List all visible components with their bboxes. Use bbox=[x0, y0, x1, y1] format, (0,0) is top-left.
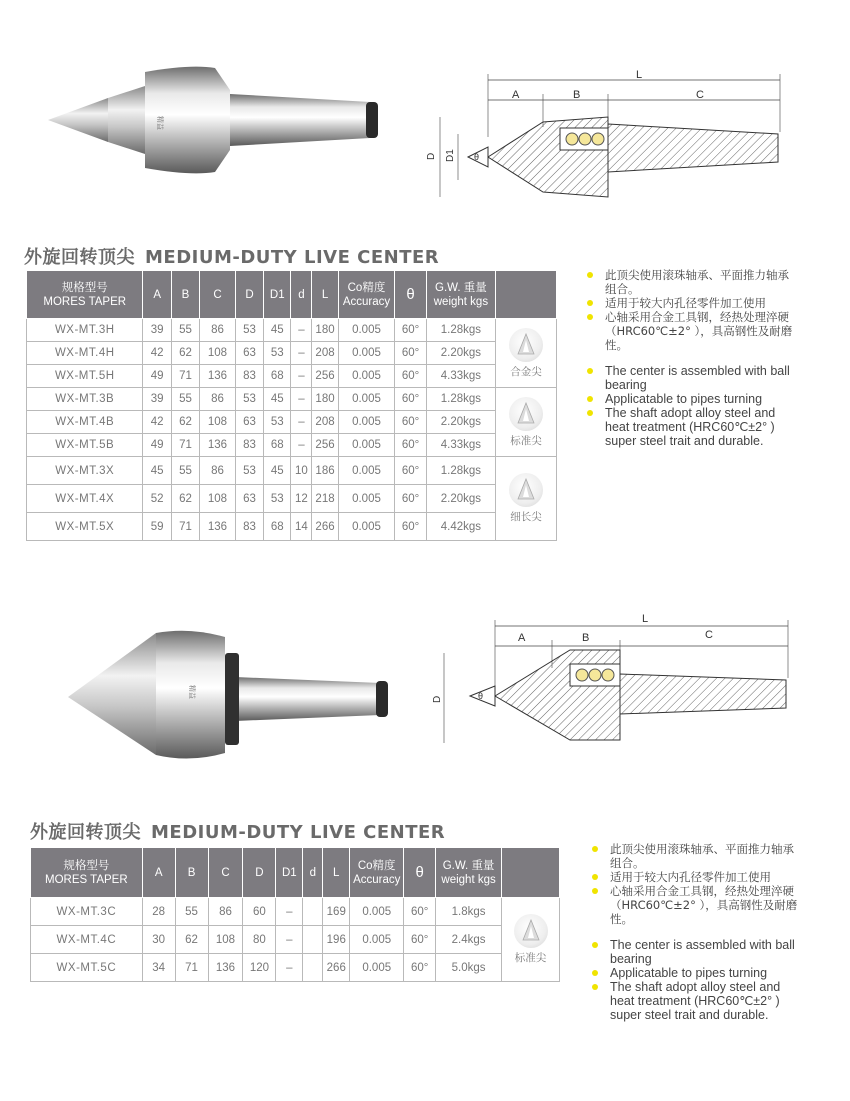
note-cn-2-1 bbox=[588, 842, 798, 870]
table-row bbox=[27, 365, 557, 388]
header-tip bbox=[502, 848, 560, 898]
cell-a: 28 bbox=[142, 898, 175, 926]
tip-icon bbox=[514, 914, 548, 948]
note-text: Applicatable to pipes turning bbox=[610, 966, 768, 980]
cell-d1: 68 bbox=[264, 513, 291, 541]
header-L: L bbox=[312, 271, 338, 319]
header-weight-cn: G.W. 重量 bbox=[435, 281, 487, 294]
note-cn-2-2 bbox=[588, 870, 798, 884]
cell-acc: 0.005 bbox=[338, 319, 395, 342]
header-model-en: MORES TAPER bbox=[45, 873, 128, 886]
cell-b: 62 bbox=[171, 342, 199, 365]
cell-acc: 0.005 bbox=[338, 457, 395, 485]
cell-d1: 45 bbox=[264, 319, 291, 342]
note-text: The center is assembled with ball bearing bbox=[605, 364, 790, 392]
bullet-icon bbox=[587, 272, 593, 278]
cell-b: 62 bbox=[175, 926, 208, 954]
header-model bbox=[31, 848, 143, 898]
header-accuracy bbox=[338, 271, 395, 319]
bullet-icon bbox=[587, 300, 593, 306]
cell-gw: 1.28kgs bbox=[426, 388, 495, 411]
cell-d: – bbox=[291, 342, 312, 365]
cell-l: 169 bbox=[323, 898, 350, 926]
cell-model: WX-MT.5X bbox=[27, 513, 143, 541]
cell-acc: 0.005 bbox=[350, 898, 404, 926]
header-D: D bbox=[235, 271, 263, 319]
cell-model: WX-MT.4B bbox=[27, 411, 143, 434]
cell-model: WX-MT.3B bbox=[27, 388, 143, 411]
cell-model: WX-MT.4X bbox=[27, 485, 143, 513]
cell-l: 196 bbox=[323, 926, 350, 954]
header-D1: D1 bbox=[276, 848, 303, 898]
dim-D-1: D bbox=[426, 152, 437, 160]
dim-A-2: A bbox=[518, 632, 526, 644]
cell-theta: 60° bbox=[395, 457, 426, 485]
technical-drawing-1 bbox=[428, 62, 788, 212]
live-center-photo-2 bbox=[60, 625, 400, 765]
cell-d: 83 bbox=[235, 365, 263, 388]
cell-d1: – bbox=[276, 898, 303, 926]
table-row bbox=[27, 388, 557, 411]
cell-c: 108 bbox=[200, 411, 236, 434]
cell-acc: 0.005 bbox=[350, 954, 404, 982]
section-title-1 bbox=[24, 243, 439, 269]
bullet-icon bbox=[592, 984, 598, 990]
header-accuracy-en: Accuracy bbox=[353, 873, 401, 886]
cell-model: WX-MT.4H bbox=[27, 342, 143, 365]
cell-c: 86 bbox=[200, 457, 236, 485]
cell-c: 108 bbox=[200, 485, 236, 513]
dim-D1-1: D1 bbox=[445, 149, 456, 162]
dim-D-2: D bbox=[432, 695, 443, 703]
header-B: B bbox=[171, 271, 199, 319]
cell-acc: 0.005 bbox=[338, 434, 395, 457]
cell-d bbox=[303, 926, 323, 954]
cell-d1: 45 bbox=[264, 457, 291, 485]
note-text: 此顶尖使用滚珠轴承、平面推力轴承组合。 bbox=[605, 268, 789, 296]
cell-acc: 0.005 bbox=[350, 926, 404, 954]
section-title-en-1: MEDIUM-DUTY LIVE CENTER bbox=[145, 247, 440, 268]
cell-theta: 60° bbox=[395, 411, 426, 434]
dim-C-2: C bbox=[705, 629, 713, 641]
note-en-1-1 bbox=[583, 364, 793, 392]
cell-d: 53 bbox=[235, 388, 263, 411]
table-row bbox=[27, 513, 557, 541]
header-d: d bbox=[303, 848, 323, 898]
cell-model: WX-MT.5B bbox=[27, 434, 143, 457]
cell-d: 63 bbox=[235, 485, 263, 513]
cell-d: – bbox=[291, 434, 312, 457]
cell-d: 80 bbox=[243, 926, 276, 954]
note-text: 适用于较大内孔径零件加工使用 bbox=[610, 870, 771, 884]
cell-a: 49 bbox=[143, 434, 171, 457]
cell-model: WX-MT.5H bbox=[27, 365, 143, 388]
bullet-icon bbox=[592, 874, 598, 880]
note-en-2-3 bbox=[588, 980, 798, 1022]
cell-l: 208 bbox=[312, 411, 338, 434]
cell-l: 266 bbox=[312, 513, 338, 541]
cell-d: – bbox=[291, 319, 312, 342]
cell-d: 53 bbox=[235, 457, 263, 485]
cell-gw: 2.20kgs bbox=[426, 342, 495, 365]
table-row bbox=[31, 926, 560, 954]
cell-l: 266 bbox=[323, 954, 350, 982]
cell-a: 45 bbox=[143, 457, 171, 485]
header-weight-cn: G.W. 重量 bbox=[442, 859, 495, 872]
cell-l: 256 bbox=[312, 365, 338, 388]
cell-b: 62 bbox=[171, 411, 199, 434]
product-photo-1 bbox=[40, 60, 390, 180]
note-en-1-3 bbox=[583, 406, 793, 448]
table-row bbox=[27, 434, 557, 457]
bullet-icon bbox=[592, 888, 598, 894]
cell-d: 63 bbox=[235, 342, 263, 365]
cell-a: 59 bbox=[143, 513, 171, 541]
cell-model: WX-MT.3X bbox=[27, 457, 143, 485]
brand-mark-2: 精益 bbox=[188, 685, 196, 699]
header-model bbox=[27, 271, 143, 319]
drawing-svg-2 bbox=[430, 608, 795, 758]
header-weight bbox=[426, 271, 495, 319]
cell-a: 39 bbox=[143, 388, 171, 411]
cell-d: 14 bbox=[291, 513, 312, 541]
cell-d: – bbox=[291, 411, 312, 434]
tip-type-cell bbox=[496, 457, 557, 541]
cell-a: 42 bbox=[143, 342, 171, 365]
cell-c: 86 bbox=[200, 388, 236, 411]
note-text: 心轴采用合金工具钢，经热处理淬硬（HRC60℃±2° ），具高钢性及耐磨性。 bbox=[605, 310, 793, 352]
cell-theta: 60° bbox=[395, 485, 426, 513]
header-accuracy bbox=[350, 848, 404, 898]
tip-icon bbox=[509, 328, 543, 362]
section-title-cn-1: 外旋回转顶尖 bbox=[24, 247, 135, 268]
cell-c: 86 bbox=[208, 898, 243, 926]
cell-b: 55 bbox=[171, 388, 199, 411]
tip-label: 标准尖 bbox=[514, 952, 547, 964]
table-row bbox=[27, 342, 557, 365]
header-theta: θ bbox=[395, 271, 426, 319]
tip-label: 标准尖 bbox=[510, 434, 542, 447]
cell-acc: 0.005 bbox=[338, 365, 395, 388]
note-cn-1-3 bbox=[583, 310, 793, 352]
cell-a: 49 bbox=[143, 365, 171, 388]
note-text: 此顶尖使用滚珠轴承、平面推力轴承组合。 bbox=[610, 842, 794, 870]
cell-gw: 2.20kgs bbox=[426, 485, 495, 513]
dim-L-2: L bbox=[642, 613, 649, 625]
note-cn-2-3 bbox=[588, 884, 798, 926]
bullet-icon bbox=[592, 942, 598, 948]
cell-model: WX-MT.3H bbox=[27, 319, 143, 342]
dim-L-1: L bbox=[636, 69, 643, 81]
header-D1: D1 bbox=[264, 271, 291, 319]
header-C: C bbox=[200, 271, 236, 319]
table-row bbox=[27, 457, 557, 485]
cell-l: 208 bbox=[312, 342, 338, 365]
cell-gw: 4.42kgs bbox=[426, 513, 495, 541]
note-en-2-1 bbox=[588, 938, 798, 966]
cell-theta: 60° bbox=[404, 926, 436, 954]
cell-l: 186 bbox=[312, 457, 338, 485]
cell-theta: 60° bbox=[395, 513, 426, 541]
drawing-svg-1 bbox=[428, 62, 788, 212]
tip-type-cell bbox=[496, 388, 557, 457]
note-text: 心轴采用合金工具钢，经热处理淬硬（HRC60℃±2° ），具高钢性及耐磨性。 bbox=[610, 884, 798, 926]
cell-b: 71 bbox=[171, 434, 199, 457]
cell-d: 83 bbox=[235, 513, 263, 541]
dim-B-1: B bbox=[573, 89, 581, 101]
cell-d: 83 bbox=[235, 434, 263, 457]
cell-gw: 1.8kgs bbox=[436, 898, 502, 926]
table-row bbox=[27, 319, 557, 342]
cell-b: 62 bbox=[171, 485, 199, 513]
table-row bbox=[31, 898, 560, 926]
cell-theta: 60° bbox=[395, 319, 426, 342]
bullet-icon bbox=[587, 368, 593, 374]
note-text: The center is assembled with ball bearing bbox=[610, 938, 795, 966]
header-model-en: MORES TAPER bbox=[43, 295, 127, 308]
cell-d: – bbox=[291, 388, 312, 411]
cell-c: 108 bbox=[200, 342, 236, 365]
header-weight bbox=[436, 848, 502, 898]
header-L: L bbox=[323, 848, 350, 898]
cell-c: 108 bbox=[208, 926, 243, 954]
cell-a: 39 bbox=[143, 319, 171, 342]
cell-gw: 2.4kgs bbox=[436, 926, 502, 954]
cell-acc: 0.005 bbox=[338, 485, 395, 513]
cell-l: 256 bbox=[312, 434, 338, 457]
cell-d bbox=[303, 954, 323, 982]
cell-a: 52 bbox=[143, 485, 171, 513]
header-weight-en: weight kgs bbox=[441, 873, 496, 886]
note-cn-1-2 bbox=[583, 296, 793, 310]
section-title-en-2: MEDIUM-DUTY LIVE CENTER bbox=[151, 822, 446, 843]
tip-label: 细长尖 bbox=[510, 511, 542, 523]
bullet-icon bbox=[587, 314, 593, 320]
cell-theta: 60° bbox=[395, 388, 426, 411]
note-cn-1-1 bbox=[583, 268, 793, 296]
header-theta: θ bbox=[404, 848, 436, 898]
header-D: D bbox=[243, 848, 276, 898]
dim-B-2: B bbox=[582, 632, 590, 644]
cell-theta: 60° bbox=[404, 898, 436, 926]
technical-drawing-2 bbox=[430, 608, 795, 758]
note-text: The shaft adopt alloy steel and heat treatment (HRC60℃±2° ) super steel trait and durable. bbox=[605, 406, 776, 448]
header-weight-en: weight kgs bbox=[433, 295, 489, 308]
note-en-1-2 bbox=[583, 392, 793, 406]
cell-c: 136 bbox=[200, 434, 236, 457]
header-accuracy-cn: Co精度 bbox=[347, 281, 386, 294]
notes-1 bbox=[583, 268, 793, 448]
bullet-icon bbox=[592, 970, 598, 976]
tip-icon bbox=[509, 473, 543, 507]
cell-b: 55 bbox=[171, 319, 199, 342]
dim-theta-2: θ bbox=[478, 691, 484, 701]
cell-b: 55 bbox=[171, 457, 199, 485]
note-en-2-2 bbox=[588, 966, 798, 980]
dim-C-1: C bbox=[696, 89, 704, 101]
cell-c: 136 bbox=[208, 954, 243, 982]
cell-c: 86 bbox=[200, 319, 236, 342]
cell-l: 180 bbox=[312, 388, 338, 411]
cell-d1: 53 bbox=[264, 342, 291, 365]
cell-a: 34 bbox=[142, 954, 175, 982]
cell-d: 53 bbox=[235, 319, 263, 342]
cell-acc: 0.005 bbox=[338, 513, 395, 541]
cell-model: WX-MT.5C bbox=[31, 954, 143, 982]
cell-b: 71 bbox=[171, 365, 199, 388]
spec-table-2 bbox=[30, 847, 560, 982]
cell-d1: 68 bbox=[264, 434, 291, 457]
cell-d1: 45 bbox=[264, 388, 291, 411]
tip-type-cell bbox=[496, 319, 557, 388]
header-accuracy-en: Accuracy bbox=[342, 295, 391, 308]
tip-label: 合金尖 bbox=[510, 365, 542, 378]
cell-d: 10 bbox=[291, 457, 312, 485]
bullet-icon bbox=[587, 396, 593, 402]
bullet-icon bbox=[592, 846, 598, 852]
cell-gw: 4.33kgs bbox=[426, 365, 495, 388]
note-text: Applicatable to pipes turning bbox=[605, 392, 763, 406]
cell-acc: 0.005 bbox=[338, 388, 395, 411]
header-A: A bbox=[142, 848, 175, 898]
cell-gw: 5.0kgs bbox=[436, 954, 502, 982]
product-photo-2 bbox=[60, 625, 400, 765]
cell-d: 63 bbox=[235, 411, 263, 434]
table-row bbox=[31, 954, 560, 982]
cell-b: 71 bbox=[171, 513, 199, 541]
dim-A-1: A bbox=[512, 89, 520, 101]
cell-d: 120 bbox=[243, 954, 276, 982]
cell-model: WX-MT.3C bbox=[31, 898, 143, 926]
cell-d: 60 bbox=[243, 898, 276, 926]
table-row bbox=[27, 485, 557, 513]
header-tip bbox=[496, 271, 557, 319]
cell-gw: 2.20kgs bbox=[426, 411, 495, 434]
cell-acc: 0.005 bbox=[338, 411, 395, 434]
header-model-cn: 规格型号 bbox=[63, 859, 110, 872]
header-model-cn: 规格型号 bbox=[61, 281, 108, 294]
cell-theta: 60° bbox=[395, 434, 426, 457]
cell-a: 42 bbox=[143, 411, 171, 434]
tip-type-cell bbox=[502, 898, 560, 982]
live-center-photo-1 bbox=[40, 60, 390, 180]
dim-theta-1: θ bbox=[474, 152, 480, 162]
bullet-icon bbox=[587, 410, 593, 416]
cell-d1: – bbox=[276, 954, 303, 982]
cell-b: 55 bbox=[175, 898, 208, 926]
cell-gw: 4.33kgs bbox=[426, 434, 495, 457]
cell-gw: 1.28kgs bbox=[426, 457, 495, 485]
spec-table-1 bbox=[26, 270, 557, 541]
header-accuracy-cn: Co精度 bbox=[357, 859, 396, 872]
brand-mark-1: 精益 bbox=[156, 116, 164, 130]
tip-icon bbox=[509, 397, 543, 431]
notes-2 bbox=[588, 842, 798, 1022]
cell-d: 12 bbox=[291, 485, 312, 513]
note-text: 适用于较大内孔径零件加工使用 bbox=[605, 296, 766, 310]
cell-d bbox=[303, 898, 323, 926]
section-title-2 bbox=[30, 818, 445, 844]
table-row bbox=[27, 411, 557, 434]
header-B: B bbox=[175, 848, 208, 898]
cell-model: WX-MT.4C bbox=[31, 926, 143, 954]
cell-theta: 60° bbox=[395, 342, 426, 365]
header-d: d bbox=[291, 271, 312, 319]
section-title-cn-2: 外旋回转顶尖 bbox=[30, 822, 141, 843]
note-text: The shaft adopt alloy steel and heat treatment (HRC60℃±2° ) super steel trait and durable. bbox=[610, 980, 781, 1022]
header-C: C bbox=[208, 848, 243, 898]
cell-d: – bbox=[291, 365, 312, 388]
cell-theta: 60° bbox=[395, 365, 426, 388]
header-A: A bbox=[143, 271, 171, 319]
cell-d1: 53 bbox=[264, 411, 291, 434]
cell-d1: – bbox=[276, 926, 303, 954]
cell-theta: 60° bbox=[404, 954, 436, 982]
cell-c: 136 bbox=[200, 513, 236, 541]
cell-a: 30 bbox=[142, 926, 175, 954]
cell-b: 71 bbox=[175, 954, 208, 982]
cell-l: 218 bbox=[312, 485, 338, 513]
cell-c: 136 bbox=[200, 365, 236, 388]
cell-d1: 53 bbox=[264, 485, 291, 513]
cell-d1: 68 bbox=[264, 365, 291, 388]
cell-l: 180 bbox=[312, 319, 338, 342]
cell-gw: 1.28kgs bbox=[426, 319, 495, 342]
cell-acc: 0.005 bbox=[338, 342, 395, 365]
